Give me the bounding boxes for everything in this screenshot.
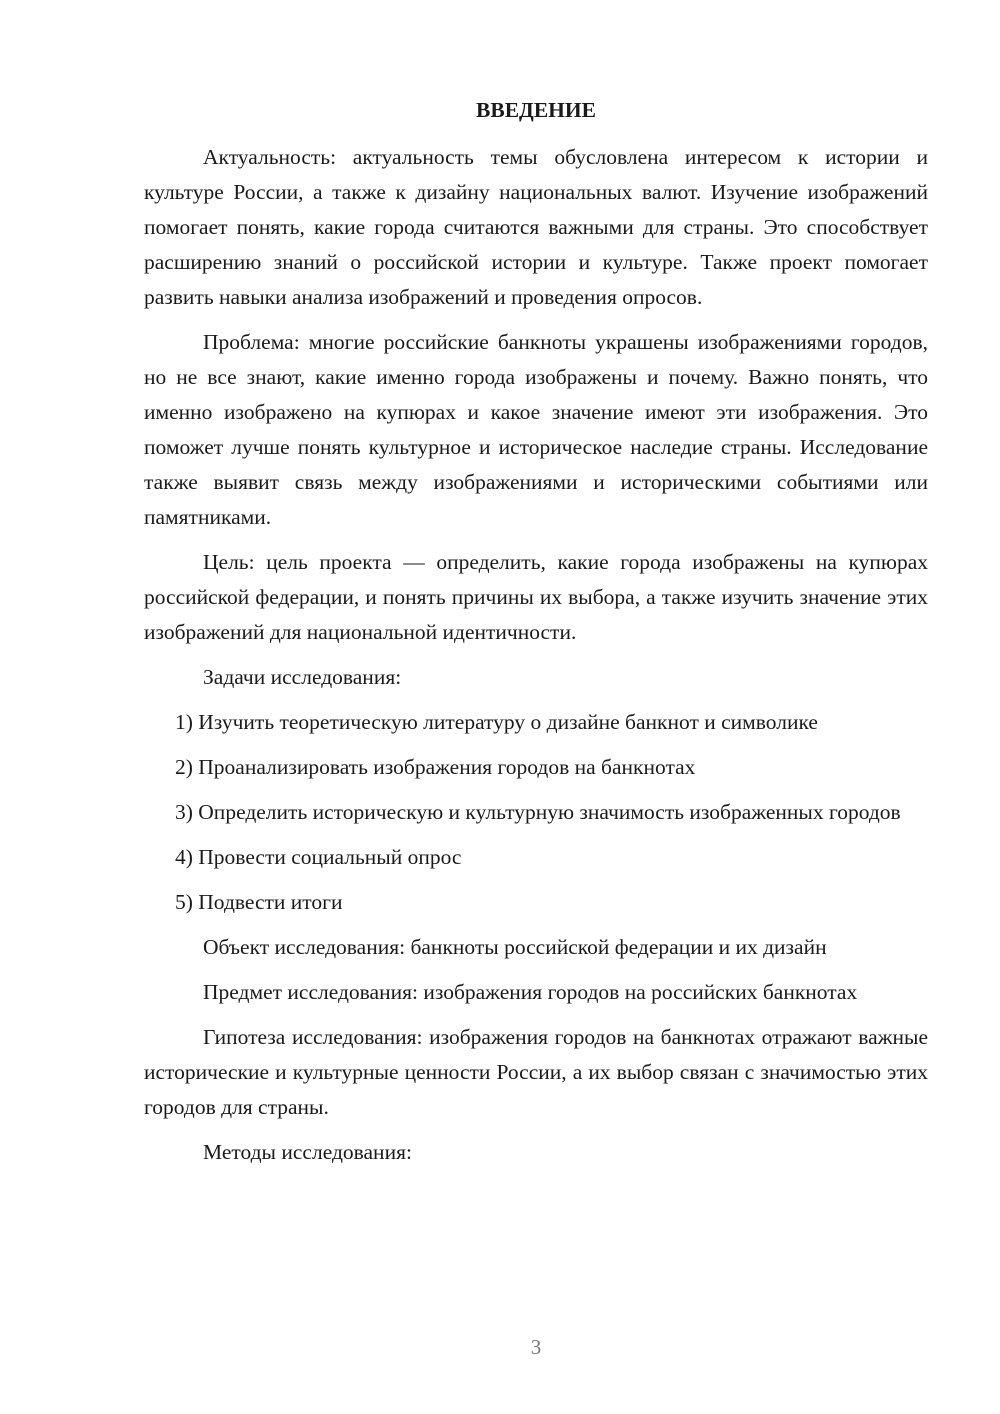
task-item-3: 3) Определить историческую и культурную значимость изображенных городов	[175, 800, 901, 824]
task-item-5: 5) Подвести итоги	[175, 890, 343, 914]
problem-paragraph: Проблема: многие российские банкноты украшены изображениями городов, но не все знают, какие именно города изображены и почему. Важно понять, что именно изображено на купюрах и какое значение имеют эти изображения. Это поможет лучше понять культурное и историческое наследие страны. Исследование также выявит связь между изображениями и историческими событиями или памятниками.	[144, 330, 928, 529]
methods-heading: Методы исследования:	[203, 1140, 412, 1164]
task-item-1: 1) Изучить теоретическую литературу о дизайне банкнот и символике	[175, 710, 818, 734]
subject-paragraph: Предмет исследования: изображения городов на российских банкнотах	[203, 980, 858, 1004]
page-title: ВВЕДЕНИЕ	[476, 98, 596, 122]
task-item-4: 4) Провести социальный опрос	[175, 845, 462, 869]
task-item-2: 2) Проанализировать изображения городов на банкнотах	[175, 755, 696, 779]
tasks-heading: Задачи исследования:	[203, 665, 402, 689]
relevance-paragraph: Актуальность: актуальность темы обусловлена интересом к истории и культуре России, а также к дизайну национальных валют. Изучение изображений помогает понять, какие города считаются важными для страны. Это способствует расширению знаний о российской истории и культуре. Также проект помогает развить навыки анализа изображений и проведения опросов.	[144, 145, 928, 309]
page-content	[144, 93, 928, 1180]
page-number: 3	[530, 1335, 542, 1359]
hypothesis-paragraph: Гипотеза исследования: изображения городов на банкнотах отражают важные исторические и культурные ценности России, а их выбор связан с значимостью этих городов для страны.	[144, 1025, 928, 1119]
goal-paragraph: Цель: цель проекта — определить, какие города изображены на купюрах российской федерации, и понять причины их выбора, а также изучить значение этих изображений для национальной идентичности.	[144, 550, 928, 644]
object-line: Объект исследования: банкноты российской федерации и их дизайн	[203, 935, 827, 959]
